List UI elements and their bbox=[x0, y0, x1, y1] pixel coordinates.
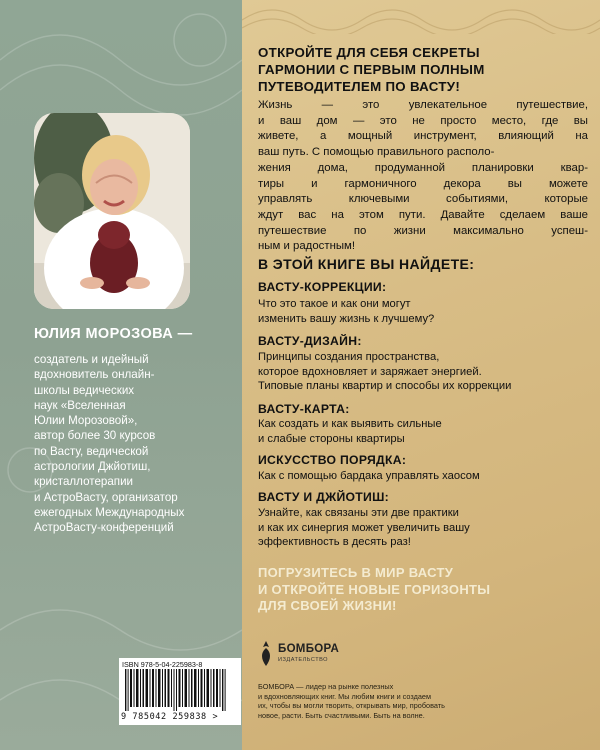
author-name: ЮЛИЯ МОРОЗОВА — bbox=[34, 326, 193, 342]
headline bbox=[258, 44, 588, 95]
publisher-tagline: ИЗДАТЕЛЬСТВО bbox=[278, 657, 329, 663]
author-bio-line: наук «Вселенная bbox=[34, 398, 126, 412]
feature-line: Как с помощью бардака управлять хаосом bbox=[258, 470, 480, 482]
author-bio-line: ежегодных Международных bbox=[34, 505, 185, 519]
intro-line: живете, а мощный инструмент, влияющий на bbox=[258, 130, 588, 143]
intro-line: ным и радостным! bbox=[258, 240, 356, 253]
author-bio-line: и АстроВасту, организатор bbox=[34, 490, 178, 504]
author-bio-line: кристаллотерапии bbox=[34, 475, 134, 489]
author-panel bbox=[0, 0, 242, 750]
section-title: В ЭТОЙ КНИГЕ ВЫ НАЙДЕТЕ: bbox=[258, 256, 475, 272]
intro-line: ваш путь. С помощью правильного располо- bbox=[258, 146, 495, 159]
author-bio-line: АстроВасту-конференций bbox=[34, 521, 174, 535]
feature-line: которое вдохновляет и заряжает энергией. bbox=[258, 365, 482, 378]
feature-line: Что это такое и как они могут bbox=[258, 298, 411, 310]
author-photo bbox=[34, 113, 190, 309]
feature-line: Узнайте, как связаны эти две практики bbox=[258, 507, 459, 519]
author-bio-line: астрологии Джйотиш, bbox=[34, 460, 151, 474]
feature-line: Типовые планы квартир и способы их коррекции bbox=[258, 380, 512, 393]
call-to-action bbox=[258, 565, 588, 615]
feature-line: эффективность в десять раз! bbox=[258, 536, 411, 549]
feature-title: ВАСТУ-КОРРЕКЦИИ: bbox=[258, 280, 387, 294]
author-bio-line: создатель и идейный bbox=[34, 353, 149, 366]
publisher-logo bbox=[258, 641, 378, 671]
bombora-leaf-icon bbox=[258, 641, 274, 667]
publisher-desc-line: их, чтобы вы могли творить, открывать мир, пробовать bbox=[258, 701, 445, 711]
feature-title: ВАСТУ-КАРТА: bbox=[258, 402, 350, 416]
intro-line: путешествие по жизни максимально успеш- bbox=[258, 224, 588, 237]
headline-line: ОТКРОЙТЕ ДЛЯ СЕБЯ СЕКРЕТЫ bbox=[258, 45, 480, 60]
author-bio bbox=[34, 352, 234, 536]
intro-paragraph bbox=[258, 98, 588, 255]
intro-line: управлять ключевыми событиями, которые bbox=[258, 193, 588, 206]
cta-line: ПОГРУЗИТЕСЬ В МИР ВАСТУ bbox=[258, 565, 454, 580]
intro-line: ждут вас на этом пути. Давайте сделаем ваше bbox=[258, 208, 588, 221]
author-bio-line: Юлии Морозовой», bbox=[34, 414, 138, 428]
author-bio-line: школы ведических bbox=[34, 383, 135, 397]
feature-description bbox=[258, 506, 588, 550]
publisher-desc-line: БОМБОРА — лидер на рынке полезных bbox=[258, 682, 394, 691]
feature-line: изменить вашу жизнь к лучшему? bbox=[258, 312, 435, 325]
headline-line: ПУТЕВОДИТЕЛЕМ ПО ВАСТУ! bbox=[258, 79, 461, 94]
feature-title: ИСКУССТВО ПОРЯДКА: bbox=[258, 453, 407, 467]
author-bio-line: по Васту, ведической bbox=[34, 444, 149, 458]
feature-title: ВАСТУ-ДИЗАЙН: bbox=[258, 334, 362, 348]
feature-line: Принципы создания пространства, bbox=[258, 351, 440, 363]
ornament-border bbox=[242, 0, 600, 34]
intro-line: и ваш дом — это не просто место, где вы bbox=[258, 114, 588, 127]
feature-description bbox=[258, 417, 588, 446]
feature-description bbox=[258, 350, 588, 394]
barcode-box bbox=[119, 658, 241, 725]
feature-line: и как их синергия может увеличить вашу bbox=[258, 521, 470, 534]
author-bio-line: автор более 30 курсов bbox=[34, 429, 156, 443]
publisher-name: БОМБОРА bbox=[278, 643, 340, 655]
feature-description bbox=[258, 297, 588, 326]
barcode-digits: 9 785042 259838 > bbox=[121, 712, 219, 722]
cta-line: ДЛЯ СВОЕЙ ЖИЗНИ! bbox=[258, 598, 397, 613]
headline-line: ГАРМОНИИ С ПЕРВЫМ ПОЛНЫМ bbox=[258, 62, 485, 77]
cta-line: И ОТКРОЙТЕ НОВЫЕ ГОРИЗОНТЫ bbox=[258, 581, 491, 597]
intro-line: Жизнь — это увлекательное путешествие, bbox=[258, 99, 588, 111]
isbn-label: ISBN 978-5-04-225983-8 bbox=[122, 660, 203, 669]
publisher-description bbox=[258, 682, 458, 721]
feature-description bbox=[258, 469, 588, 484]
publisher-desc-line: новое, расти. Быть счастливыми. Быть на волне. bbox=[258, 711, 425, 721]
publisher-desc-line: и вдохновляющих книг. Мы любим книги и создаем bbox=[258, 691, 431, 701]
author-bio-line: вдохновитель онлайн- bbox=[34, 368, 155, 382]
feature-title: ВАСТУ И ДЖЙОТИШ: bbox=[258, 490, 389, 504]
intro-line: тиры и гармоничного декора вы можете bbox=[258, 177, 588, 190]
intro-line: жения дома, продуманной планировки квар- bbox=[258, 161, 588, 174]
barcode-icon bbox=[125, 669, 235, 711]
feature-line: Как создать и как выявить сильные bbox=[258, 418, 442, 430]
feature-line: и слабые стороны квартиры bbox=[258, 432, 405, 445]
